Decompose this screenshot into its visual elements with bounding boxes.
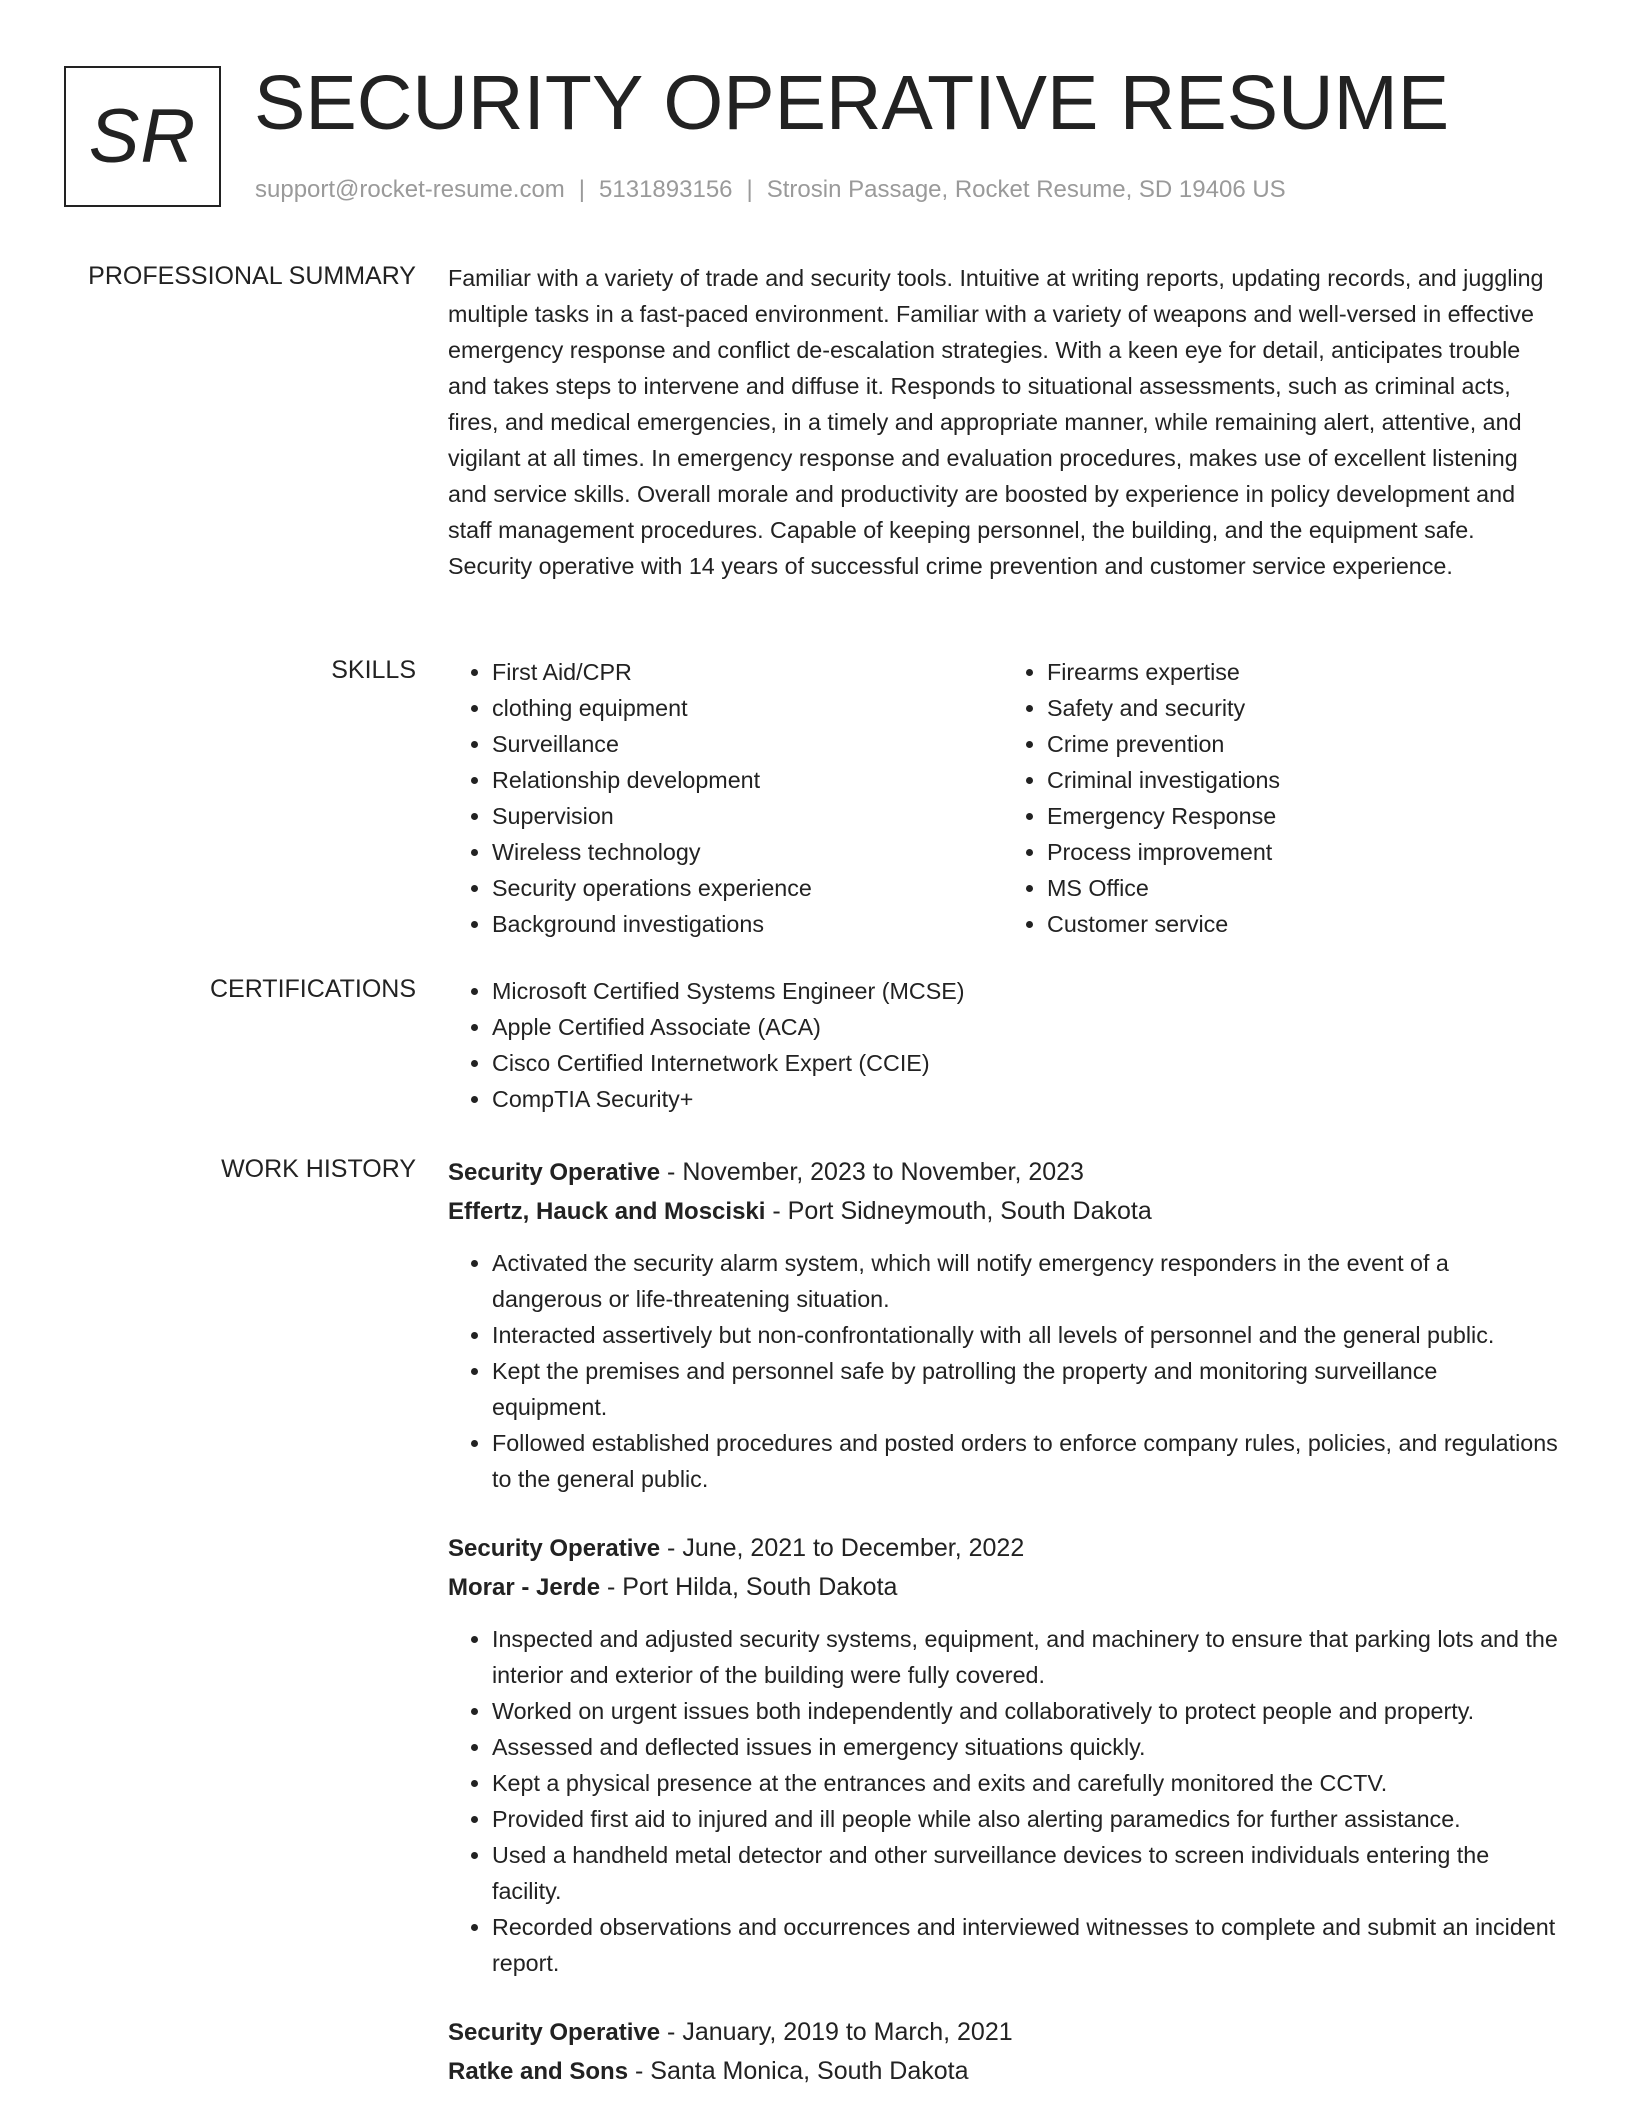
skills-grid — [448, 654, 1558, 942]
skill-item: • Crime prevention — [1047, 726, 1558, 762]
contact-email: support@rocket-resume.com — [255, 176, 565, 203]
skills-body — [448, 654, 1558, 942]
skill-item: • Relationship development — [492, 762, 1003, 798]
skill-item: • Surveillance — [492, 726, 1003, 762]
certification-item: • CompTIA Security+ — [492, 1081, 1558, 1117]
job-duty-item: • Inspected and adjusted security systems, equipment, and machinery to ensure that parking lots and the interior and exterior of the building were fully covered. — [492, 1621, 1558, 1693]
certifications-body — [448, 973, 1558, 1117]
skill-item: • Customer service — [1047, 906, 1558, 942]
section-label-skills: SKILLS — [331, 656, 416, 684]
certification-item: • Microsoft Certified Systems Engineer (MCSE) — [492, 973, 1558, 1009]
skill-item: • clothing equipment — [492, 690, 1003, 726]
skill-item: • Firearms expertise — [1047, 654, 1558, 690]
job-location: - Santa Monica, South Dakota — [628, 2057, 969, 2085]
job-company: Morar - Jerde — [448, 1574, 601, 1601]
job-duty-item: • Used a handheld metal detector and other surveillance devices to screen individuals entering the facility. — [492, 1837, 1558, 1909]
job-duties-list — [448, 1621, 1558, 1981]
job-duty-item: • Kept a physical presence at the entrances and exits and carefully monitored the CCTV. — [492, 1765, 1558, 1801]
skill-item: • Wireless technology — [492, 834, 1003, 870]
section-label-summary: PROFESSIONAL SUMMARY — [88, 262, 416, 290]
contact-line — [255, 176, 1286, 204]
job-entry — [448, 1529, 1558, 1981]
contact-phone: 5131893156 — [599, 176, 733, 203]
job-title-line — [448, 2013, 1558, 2052]
job-duty-item: • Worked on urgent issues both independently and collaboratively to protect people and property. — [492, 1693, 1558, 1729]
job-entry — [448, 2013, 1558, 2091]
job-duties-list — [448, 1245, 1558, 1497]
skill-item: • Security operations experience — [492, 870, 1003, 906]
initials-monogram: SR — [64, 66, 221, 207]
skill-item: • Safety and security — [1047, 690, 1558, 726]
job-title-line — [448, 1153, 1558, 1192]
job-company-line — [448, 2052, 1558, 2091]
job-duty-item: • Assessed and deflected issues in emergency situations quickly. — [492, 1729, 1558, 1765]
job-location: - Port Hilda, South Dakota — [600, 1573, 898, 1601]
skill-item: • Criminal investigations — [1047, 762, 1558, 798]
summary-body — [448, 260, 1558, 584]
skill-item: • Supervision — [492, 798, 1003, 834]
job-duty-item: • Kept the premises and personnel safe by patrolling the property and monitoring surveillance equipment. — [492, 1353, 1558, 1425]
section-label-certifications: CERTIFICATIONS — [209, 975, 416, 1003]
skill-item: • Emergency Response — [1047, 798, 1558, 834]
skill-item: • Process improvement — [1047, 834, 1558, 870]
job-company: Ratke and Sons — [448, 2058, 629, 2085]
job-company-line — [448, 1192, 1558, 1231]
contact-separator: | — [746, 176, 753, 203]
resume-title: SECURITY OPERATIVE RESUME — [254, 60, 1450, 146]
skills-list-left — [448, 654, 1003, 942]
certification-item: • Cisco Certified Internetwork Expert (CCIE) — [492, 1045, 1558, 1081]
certifications-list — [448, 973, 1558, 1117]
skills-list-right — [1003, 654, 1558, 942]
job-dates: - January, 2019 to March, 2021 — [660, 2018, 1013, 2046]
section-label-work-history: WORK HISTORY — [221, 1155, 416, 1183]
contact-separator: | — [578, 176, 586, 203]
job-location: - Port Sidneymouth, South Dakota — [765, 1197, 1152, 1225]
job-dates: - November, 2023 to November, 2023 — [660, 1158, 1084, 1186]
job-title: Security Operative — [448, 1535, 661, 1562]
job-dates: - June, 2021 to December, 2022 — [660, 1534, 1025, 1562]
job-duty-item: • Provided first aid to injured and ill people while also alerting paramedics for further assistance. — [492, 1801, 1558, 1837]
summary-text: Familiar with a variety of trade and security tools. Intuitive at writing reports, updating records, and juggling multiple tasks in a fast-paced environment. Familiar with a variety of weapons and well-versed in effective emergency response and conflict de-escalation strategies. With a keen eye for detail, anticipates trouble and takes steps to intervene and diffuse it. Responds to situational assessments, such as criminal acts, fires, and medical emergencies, in a timely and appropriate manner, while remaining alert, attentive, and vigilant at all times. In emergency response and evaluation procedures, makes use of excellent listening and service skills. Overall morale and productivity are boosted by experience in policy development and staff management procedures. Capable of keeping personnel, the building, and the equipment safe. Security operative with 14 years of successful crime prevention and customer service experience. — [448, 265, 1544, 579]
work-history-body — [448, 1153, 1558, 2123]
skill-item: • Background investigations — [492, 906, 1003, 942]
job-title: Security Operative — [448, 2019, 661, 2046]
skill-item: • MS Office — [1047, 870, 1558, 906]
job-company-line — [448, 1568, 1558, 1607]
job-title-line — [448, 1529, 1558, 1568]
job-entry — [448, 1153, 1558, 1497]
job-company: Effertz, Hauck and Mosciski — [448, 1198, 766, 1225]
job-title: Security Operative — [448, 1159, 661, 1186]
contact-address: Strosin Passage, Rocket Resume, SD 19406 US — [766, 176, 1286, 203]
job-duty-item: • Recorded observations and occurrences and interviewed witnesses to complete and submit an incident report. — [492, 1909, 1558, 1981]
job-duty-item: • Activated the security alarm system, which will notify emergency responders in the event of a dangerous or life-threatening situation. — [492, 1245, 1558, 1317]
job-duty-item: • Interacted assertively but non-confrontationally with all levels of personnel and the general public. — [492, 1317, 1558, 1353]
skill-item: • First Aid/CPR — [492, 654, 1003, 690]
certification-item: • Apple Certified Associate (ACA) — [492, 1009, 1558, 1045]
job-duty-item: • Followed established procedures and posted orders to enforce company rules, policies, and regulations to the general public. — [492, 1425, 1558, 1497]
